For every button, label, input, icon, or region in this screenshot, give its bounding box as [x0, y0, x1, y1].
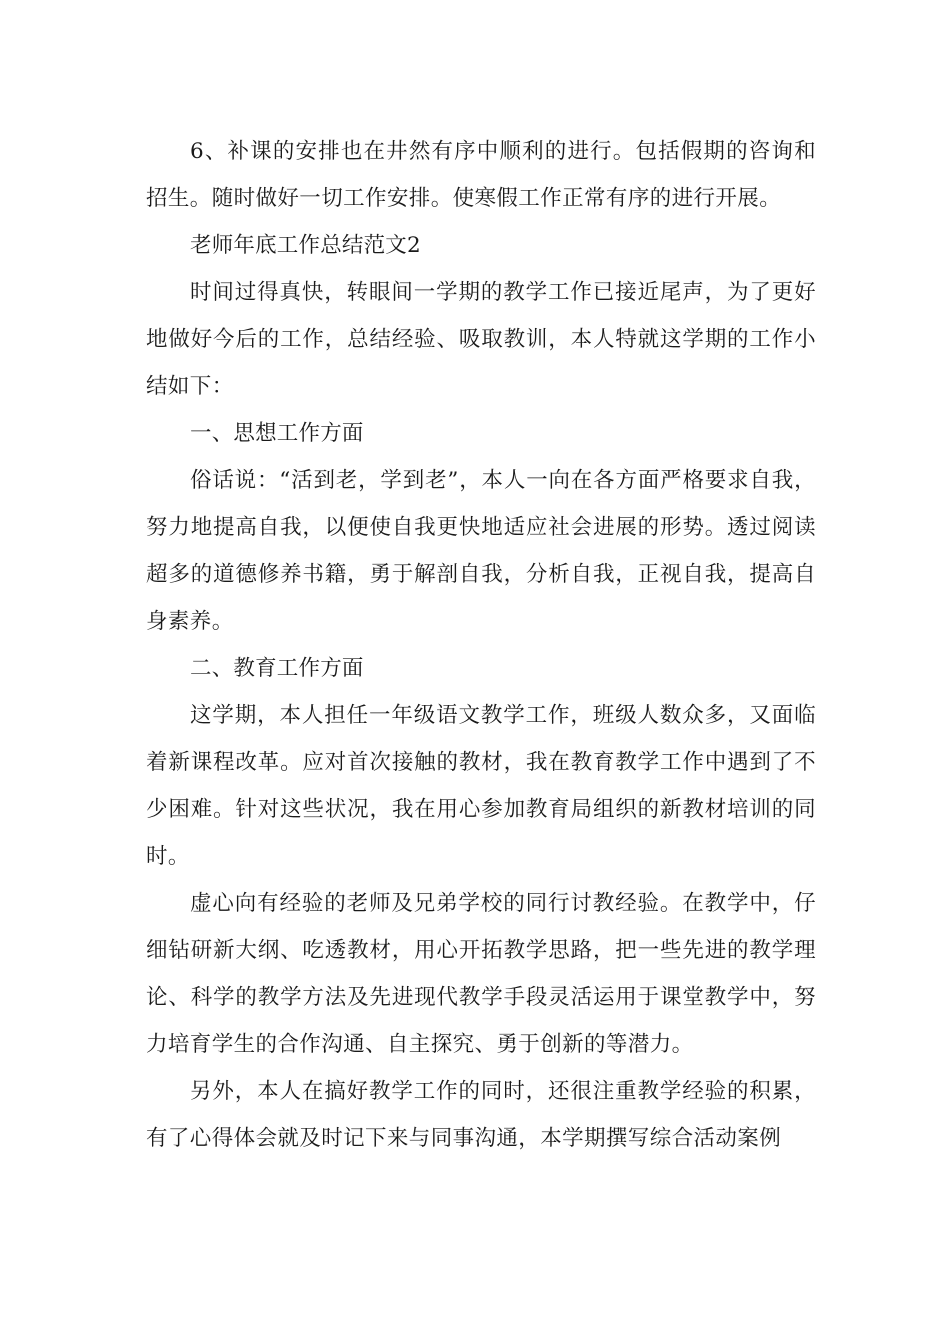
paragraph-education-work: 这学期，本人担任一年级语文教学工作，班级人数众多，又面临着新课程改革。应对首次接触的教材，我在教育教学工作中遇到了不少困难。针对这些状况，我在用心参加教育局组织的新教材培训的同时。 — [146, 703, 816, 869]
paragraph-thought-work: 俗话说：“活到老，学到老”，本人一向在各方面严格要求自我，努力地提高自我，以便使自我更快地适应社会进展的形势。透过阅读超多的道德修养书籍，勇于解剖自我，分析自我，正视自我，提高自身素养。 — [146, 468, 816, 634]
document-page — [146, 128, 816, 1162]
paragraph-learning-from-peers: 虚心向有经验的老师及兄弟学校的同行讨教经验。在教学中，仔细钻研新大纲、吃透教材，用心开拓教学思路，把一些先进的教学理论、科学的教学方法及先进现代教学手段灵活运用于课堂教学中，努力培育学生的合作沟通、自主探究、勇于创新的等潜力。 — [146, 891, 816, 1057]
section-heading-education-work: 二、教育工作方面 — [190, 656, 364, 681]
paragraph-intro: 时间过得真快，转眼间一学期的教学工作已接近尾声，为了更好地做好今后的工作，总结经验、吸取教训，本人特就这学期的工作小结如下： — [146, 280, 816, 399]
paragraph-makeup-classes: 6、补课的安排也在井然有序中顺利的进行。包括假期的咨询和招生。随时做好一切工作安排。使寒假工作正常有序的进行开展。 — [146, 139, 816, 211]
section-title-summary-2: 老师年底工作总结范文2 — [190, 233, 421, 258]
section-heading-thought-work: 一、思想工作方面 — [190, 421, 364, 446]
paragraph-experience-accumulation: 另外，本人在搞好教学工作的同时，还很注重教学经验的积累，有了心得体会就及时记下来与同事沟通，本学期撰写综合活动案例 — [146, 1079, 816, 1151]
